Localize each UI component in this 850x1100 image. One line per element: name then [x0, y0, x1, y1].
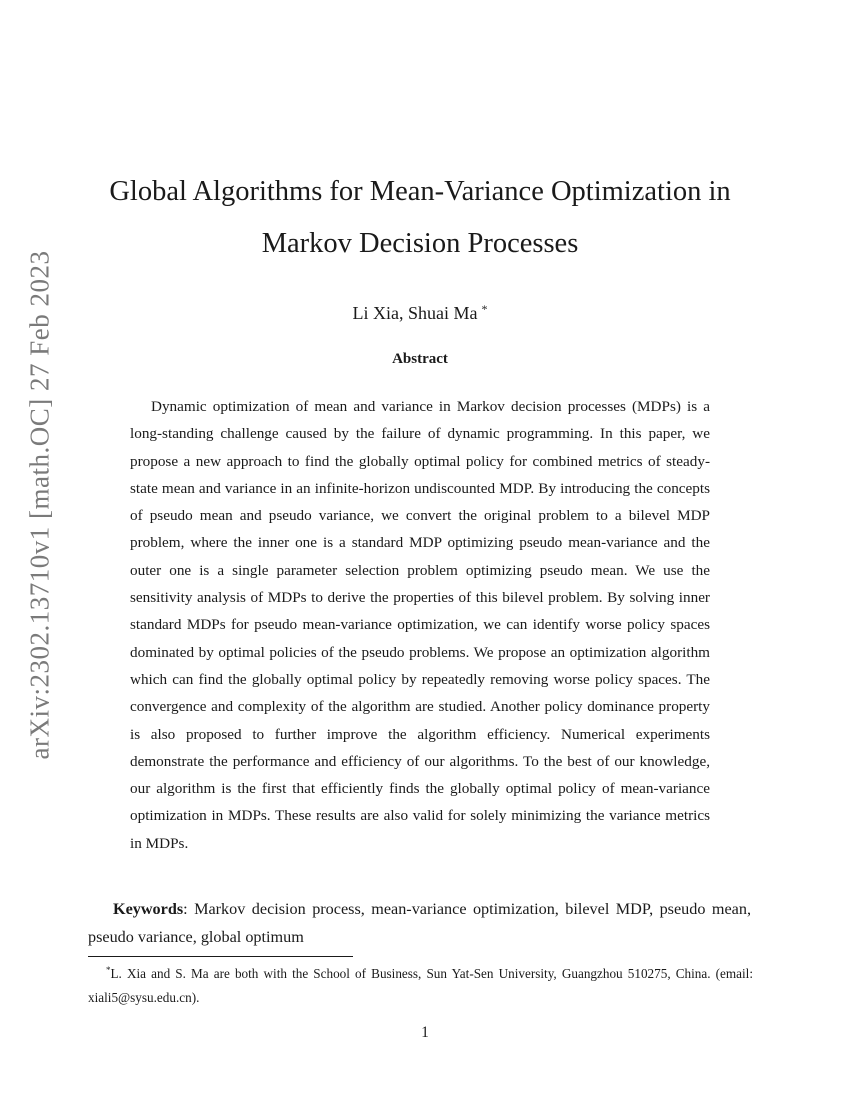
footnote	[88, 958, 753, 1010]
abstract-heading: Abstract	[392, 351, 448, 367]
author-line	[90, 296, 750, 326]
keywords-paragraph	[88, 895, 751, 951]
abstract-body: Dynamic optimization of mean and variance in Markov decision processes (MDPs) is a long-standing challenge caused by the failure of dynamic programming. In this paper, we propose a new approach to find the globally optimal policy for combined metrics of steady-state mean and variance in an infinite-horizon undiscounted MDP. By introducing the concepts of pseudo mean and pseudo variance, we convert the original problem to a bilevel MDP problem, where the inner one is a standard MDP optimizing pseudo mean-variance and the outer one is a single parameter selection problem optimizing pseudo mean. We use the sensitivity analysis of MDPs to derive the properties of this bilevel problem. By solving inner standard MDPs for pseudo mean-variance optimization, we can identify worse policy spaces dominated by optimal policies of the pseudo problems. We propose an optimization algorithm which can find the globally optimal policy by repeatedly removing worse policy spaces. The convergence and complexity of the algorithm are studied. Another policy dominance property is also proposed to further improve the algorithm efficiency. Numerical experiments demonstrate the performance and efficiency of our algorithms. To the best of our knowledge, our algorithm is the first that efficiently finds the globally optimal policy of mean-variance optimization in MDPs. These results are also valid for solely minimizing the variance metrics in MDPs.	[130, 398, 710, 852]
keywords-label: Keywords	[113, 900, 184, 918]
author-names: Li Xia, Shuai Ma	[352, 303, 478, 323]
footnote-marker: *	[106, 965, 111, 975]
page-number: 1	[421, 1024, 429, 1041]
author-footnote-marker: *	[481, 302, 488, 316]
keywords-text: : Markov decision process, mean-variance optimization, bilevel MDP, pseudo mean, pseudo variance, global optimum	[88, 900, 751, 946]
paper-title: Global Algorithms for Mean-Variance Optimization in Markov Decision Processes	[109, 176, 731, 259]
arxiv-identifier-stamp: arXiv:2302.13710v1 [math.OC] 27 Feb 2023	[24, 250, 55, 760]
footnote-text: L. Xia and S. Ma are both with the School of Business, Sun Yat-Sen University, Guangzhou 510275, China. (email: xiali5@sysu.edu.cn).	[88, 966, 753, 1005]
footnote-divider	[88, 956, 353, 957]
